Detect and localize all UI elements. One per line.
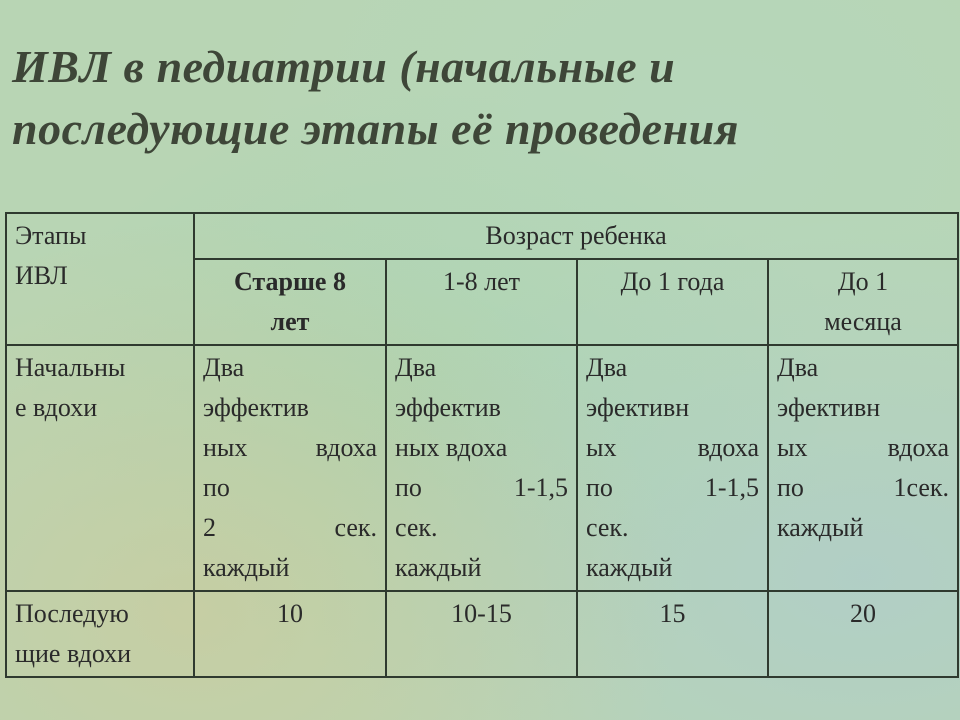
cell-line: Два <box>395 353 437 382</box>
cell-line: по 1-1,5 <box>395 473 568 502</box>
age-col-over-8 <box>194 259 386 345</box>
initial-breaths-label-line-1: Начальны <box>15 353 126 382</box>
stage-header-line-1: Этапы <box>15 221 87 250</box>
age-col-1-8 <box>386 259 577 345</box>
cell-line: Два <box>203 353 245 382</box>
subsequent-breaths-label-line-2: щие вдохи <box>15 639 132 668</box>
stage-header-cell <box>6 213 194 345</box>
age-col-under-1-month-line-1: До 1 <box>837 267 889 296</box>
subsequent-value-1-8: 10-15 <box>386 591 577 677</box>
slide-title <box>12 36 948 160</box>
age-col-over-8-line-1: Старше 8 <box>234 267 346 296</box>
subsequent-breaths-label-line-1: Последую <box>15 599 129 628</box>
subsequent-breaths-row <box>6 591 958 677</box>
slide-title-line-2: последующие этапы её проведения <box>12 103 739 154</box>
initial-breaths-label <box>6 345 194 591</box>
cell-line: по 1сек. <box>777 473 950 502</box>
age-col-1-8-label: 1-8 лет <box>442 267 521 296</box>
cell-line: Два <box>586 353 628 382</box>
age-col-under-1-month-line-2: месяца <box>824 307 902 336</box>
subsequent-value-under-1-year: 15 <box>577 591 768 677</box>
cell-line: каждый <box>586 553 673 582</box>
initial-cell-over-8 <box>194 345 386 591</box>
initial-cell-under-1-year <box>577 345 768 591</box>
cell-line: 2 сек. <box>203 513 377 542</box>
subsequent-value-over-8: 10 <box>194 591 386 677</box>
age-header-cell: Возраст ребенка <box>194 213 958 259</box>
stage-header-line-2: ИВЛ <box>15 261 68 290</box>
subsequent-value-under-1-month: 20 <box>768 591 958 677</box>
age-col-over-8-line-2: лет <box>270 307 310 336</box>
age-col-under-1-year <box>577 259 768 345</box>
cell-line: Два <box>777 353 819 382</box>
age-col-under-1-month <box>768 259 958 345</box>
cell-line: по <box>203 473 230 502</box>
ventilation-table <box>5 212 959 678</box>
header-row-1 <box>6 213 958 259</box>
slide-title-line-1: ИВЛ в педиатрии (начальные и <box>12 41 676 92</box>
cell-line: ых вдоха <box>777 433 950 462</box>
cell-line: ых вдоха <box>586 433 759 462</box>
cell-line: по 1-1,5 <box>586 473 759 502</box>
initial-breaths-row <box>6 345 958 591</box>
age-col-under-1-year-label: До 1 года <box>620 267 725 296</box>
cell-line: эффектив <box>203 393 309 422</box>
cell-line: эффектив <box>395 393 501 422</box>
cell-line: каждый <box>203 553 290 582</box>
subsequent-breaths-label <box>6 591 194 677</box>
initial-cell-1-8 <box>386 345 577 591</box>
initial-cell-under-1-month <box>768 345 958 591</box>
cell-line: ных вдоха <box>395 433 508 462</box>
cell-line: эфективн <box>586 393 690 422</box>
cell-line: сек. <box>395 513 438 542</box>
cell-line: сек. <box>586 513 629 542</box>
cell-line: ных вдоха <box>203 433 377 462</box>
cell-line: каждый <box>777 513 864 542</box>
cell-line: эфективн <box>777 393 881 422</box>
cell-line: каждый <box>395 553 482 582</box>
initial-breaths-label-line-2: е вдохи <box>15 393 98 422</box>
